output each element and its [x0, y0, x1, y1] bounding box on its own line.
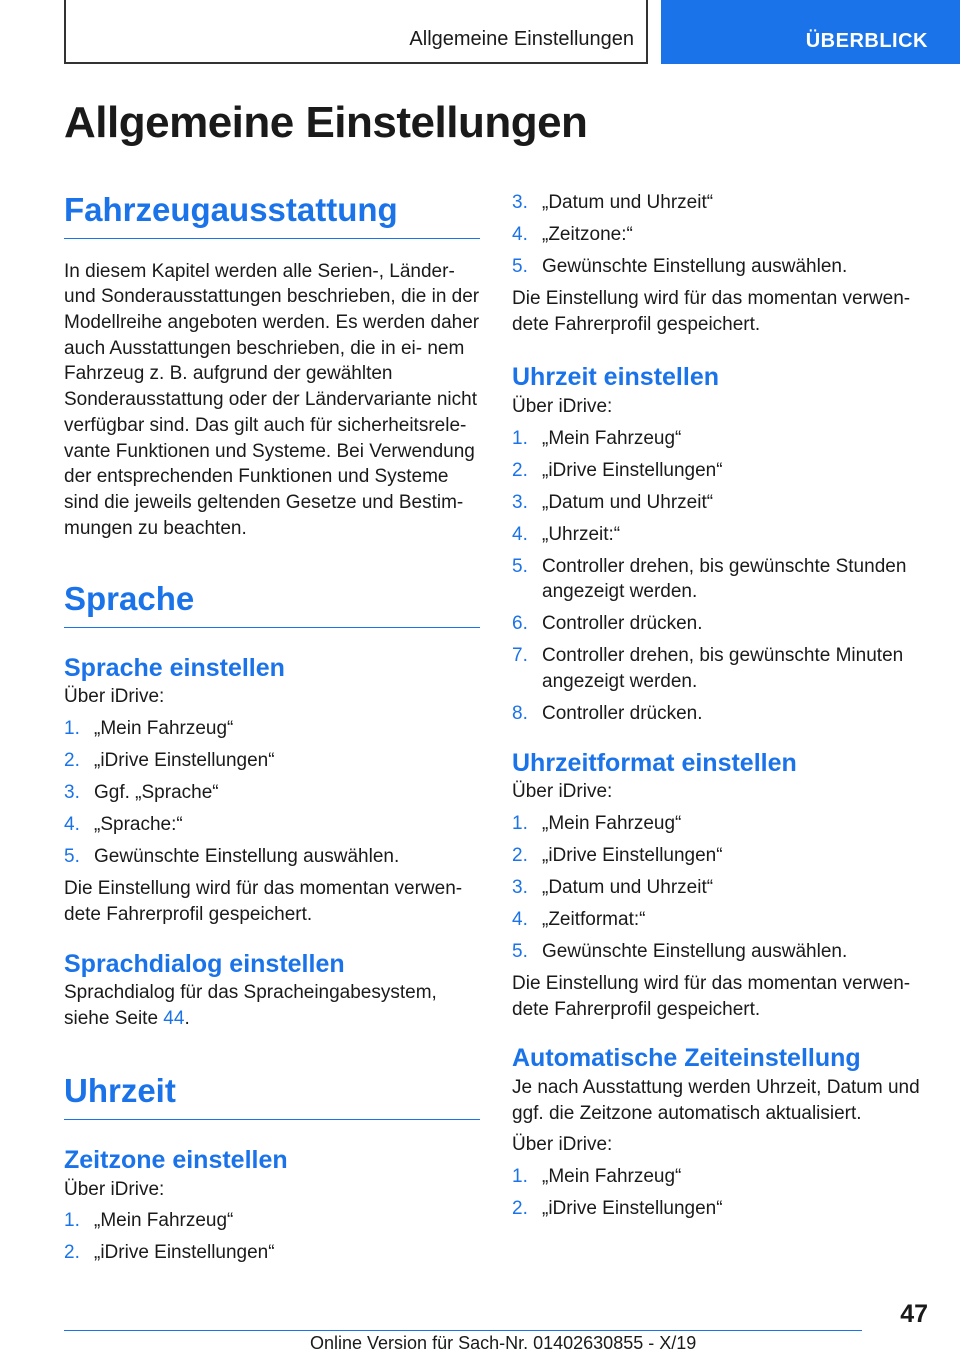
steps-automatische-zeiteinstellung	[512, 1164, 932, 1222]
note-sprache: Die Einstellung wird für das momentan verwen‐ dete Fahrerprofil gespeichert.	[64, 878, 463, 925]
heading-uhrzeit: Uhrzeit	[64, 1071, 480, 1120]
header-section-tab	[64, 0, 648, 64]
paragraph-sprachdialog: Sprachdialog für das Spracheingabesystem, siehe Seite 44.	[64, 982, 437, 1029]
steps-zeitzone	[64, 1208, 480, 1266]
list-item: 5. Gewünschte Einstellung auswählen.	[512, 940, 848, 962]
heading-fahrzeugausstattung: Fahrzeugausstattung	[64, 190, 480, 239]
heading-uhrzeitformat: Uhrzeitformat einstellen	[512, 748, 797, 777]
list-item: 2. „iDrive Einstellungen“	[512, 1197, 723, 1219]
heading-zeitzone: Zeitzone einstellen	[64, 1146, 288, 1175]
page-reference-link[interactable]: 44	[163, 1007, 185, 1029]
steps-sprache	[64, 716, 480, 870]
list-item: 3. „Datum und Uhrzeit“	[512, 876, 714, 898]
list-item: 1. „Mein Fahrzeug“	[64, 1210, 234, 1232]
footer-divider	[64, 1330, 862, 1331]
note-zeitzone: Die Einstellung wird für das momentan verwen‐ dete Fahrerprofil gespeichert.	[512, 288, 911, 335]
list-item: 3. „Datum und Uhrzeit“	[512, 491, 714, 513]
page-number: 47	[900, 1300, 928, 1328]
list-item: 4. „Uhrzeit:“	[512, 523, 621, 545]
list-item: 1. „Mein Fahrzeug“	[64, 718, 234, 740]
list-item: 1. „Mein Fahrzeug“	[512, 427, 682, 449]
list-item: 2. „iDrive Einstellungen“	[64, 750, 275, 772]
intro-sprache: Über iDrive:	[64, 686, 165, 708]
header-chapter-label: ÜBERBLICK	[805, 30, 928, 52]
paragraph-fahrzeugausstattung: In diesem Kapitel werden alle Serien-, Länder- und Sonderausstattungen beschrieben, die in der Modellreihe angeboten werden. Es werden daher auch Ausstattungen beschrieben, die in ei‐ nem Fahrzeug z. B. aufgrund der gewählten Sonderausstattung oder der Ländervariante nicht verfügbar sind. Das gilt auch für sicherheitsrele‐ vante Funktionen und Systeme. Bei Verwendung der entsprechenden Funktionen und Systeme sind die jeweils geltenden Gesetze und Bestim‐ mungen zu beachten.	[64, 260, 480, 539]
steps-uhrzeitformat	[512, 811, 932, 965]
heading-sprache-einstellen: Sprache einstellen	[64, 653, 285, 682]
intro-uhrzeit: Über iDrive:	[512, 395, 613, 417]
header-chapter-tab	[661, 0, 960, 64]
list-item: 3. „Datum und Uhrzeit“	[512, 192, 714, 213]
list-item: 6. Controller drücken.	[512, 613, 703, 635]
header-section-label: Allgemeine Einstellungen	[409, 28, 634, 50]
footer-online-version: Online Version für Sach-Nr. 01402630855 - X/19	[310, 1333, 697, 1353]
heading-sprache: Sprache	[64, 579, 480, 628]
list-item: 5. Controller drehen, bis gewünschte Stunden angezeigt werden.	[512, 555, 907, 603]
intro-automatische-zeiteinstellung: Über iDrive:	[512, 1134, 613, 1156]
note-uhrzeitformat: Die Einstellung wird für das momentan verwen‐ dete Fahrerprofil gespeichert.	[512, 972, 911, 1020]
left-column	[64, 190, 480, 1272]
list-item: 4. „Zeitformat:“	[512, 908, 646, 930]
intro-zeitzone: Über iDrive:	[64, 1178, 165, 1200]
list-item: 3. Ggf. „Sprache“	[64, 782, 219, 804]
heading-automatische-zeiteinstellung: Automatische Zeiteinstellung	[512, 1044, 861, 1073]
list-item: 8. Controller drücken.	[512, 703, 703, 725]
steps-zeitzone-continued	[512, 190, 932, 280]
intro-uhrzeitformat: Über iDrive:	[512, 781, 613, 803]
steps-uhrzeit	[512, 426, 932, 727]
list-item: 1. „Mein Fahrzeug“	[512, 1165, 682, 1187]
list-item: 7. Controller drehen, bis gewünschte Minuten angezeigt werden.	[512, 645, 904, 693]
right-column	[512, 190, 932, 1228]
page-title: Allgemeine Einstellungen	[64, 98, 588, 147]
list-item: 5. Gewünschte Einstellung auswählen.	[512, 256, 848, 277]
list-item: 2. „iDrive Einstellungen“	[64, 1242, 275, 1264]
list-item: 5. Gewünschte Einstellung auswählen.	[64, 846, 400, 868]
list-item: 4. „Zeitzone:“	[512, 224, 633, 245]
list-item: 2. „iDrive Einstellungen“	[512, 459, 723, 481]
list-item: 1. „Mein Fahrzeug“	[512, 812, 682, 834]
list-item: 2. „iDrive Einstellungen“	[512, 844, 723, 866]
list-item: 4. „Sprache:“	[64, 814, 183, 836]
heading-sprachdialog: Sprachdialog einstellen	[64, 949, 345, 978]
paragraph-automatische-zeiteinstellung: Je nach Ausstattung werden Uhrzeit, Datum und ggf. die Zeitzone automatisch aktualisiert.	[512, 1076, 920, 1124]
heading-uhrzeit-einstellen: Uhrzeit einstellen	[512, 363, 719, 392]
